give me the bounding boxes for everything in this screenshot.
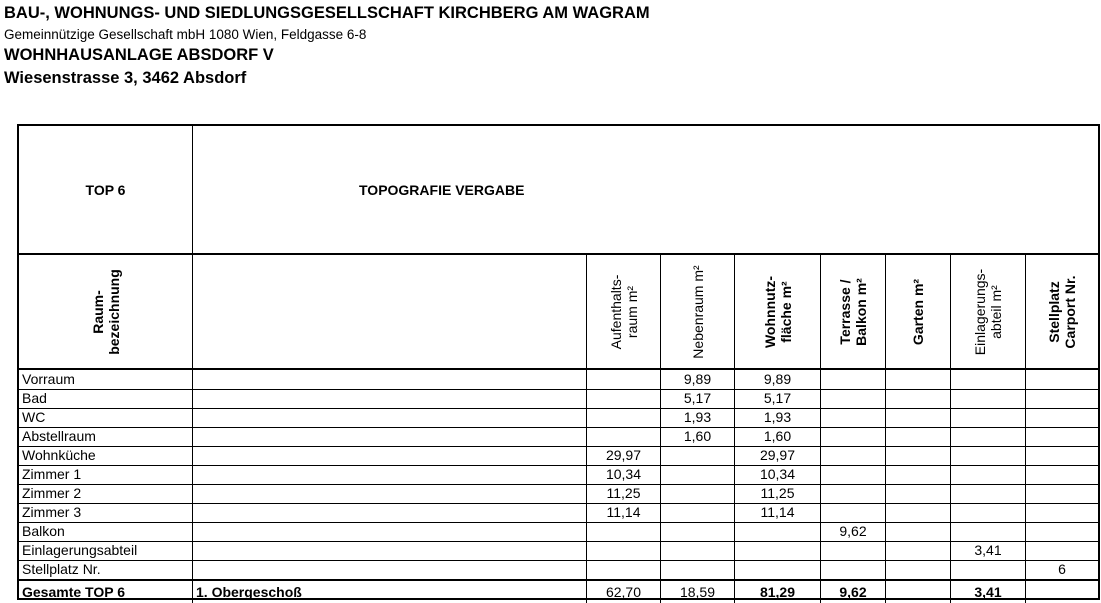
cell-garten bbox=[886, 503, 951, 522]
cell-stellplatz bbox=[1026, 408, 1098, 427]
cell-einlagerung bbox=[951, 370, 1026, 389]
cell-desc bbox=[193, 446, 587, 465]
cell-desc bbox=[193, 465, 587, 484]
cell-nebenraum bbox=[661, 541, 735, 560]
cell-wohnnutz bbox=[735, 560, 821, 579]
header-nebenraum bbox=[661, 255, 735, 368]
cell-desc bbox=[193, 484, 587, 503]
cell-desc bbox=[193, 408, 587, 427]
header-stellplatz bbox=[1026, 255, 1098, 368]
total-nebenraum: 18,59 bbox=[661, 581, 735, 603]
cell-aufenthalt: 10,34 bbox=[587, 465, 661, 484]
cell-wohnnutz: 1,93 bbox=[735, 408, 821, 427]
cell-desc bbox=[193, 541, 587, 560]
cell-garten bbox=[886, 427, 951, 446]
table-row bbox=[19, 389, 1098, 409]
cell-desc bbox=[193, 522, 587, 541]
total-aufenthalt: 62,70 bbox=[587, 581, 661, 603]
cell-name: Stellplatz Nr. bbox=[19, 560, 193, 579]
cell-wohnnutz bbox=[735, 541, 821, 560]
header-terrasse-label: Terrasse / Balkon m² bbox=[837, 277, 869, 346]
cell-stellplatz: 6 bbox=[1058, 561, 1066, 577]
cell-name: Vorraum bbox=[19, 370, 193, 389]
header-einlagerung-label: Einlagerungs- abteil m² bbox=[972, 268, 1004, 355]
cell-name: Bad bbox=[19, 389, 193, 408]
section-title: TOPOGRAFIE VERGABE bbox=[359, 181, 525, 198]
top-label: TOP 6 bbox=[85, 181, 126, 198]
cell-einlagerung bbox=[951, 427, 1026, 446]
cell-aufenthalt bbox=[587, 408, 661, 427]
cell-name: Wohnküche bbox=[19, 446, 193, 465]
total-stellplatz bbox=[1026, 581, 1098, 603]
cell-terrasse bbox=[821, 427, 886, 446]
cell-terrasse bbox=[821, 560, 886, 579]
total-terrasse: 9,62 bbox=[821, 581, 886, 603]
table-row bbox=[19, 427, 1098, 447]
total-description: 1. Obergeschoß bbox=[193, 581, 587, 603]
company-subtitle: Gemeinnützige Gesellschaft mbH 1080 Wien, Feldgasse 6-8 bbox=[4, 27, 367, 42]
header-wohnnutz bbox=[735, 255, 821, 368]
cell-aufenthalt bbox=[587, 541, 661, 560]
cell-wohnnutz: 9,89 bbox=[735, 370, 821, 389]
cell-einlagerung bbox=[951, 389, 1026, 408]
cell-stellplatz bbox=[1026, 541, 1098, 560]
header-einlagerung bbox=[951, 255, 1026, 368]
cell-nebenraum bbox=[661, 503, 735, 522]
cell-name: Balkon bbox=[19, 522, 193, 541]
table-row bbox=[19, 541, 1098, 561]
section-title-cell bbox=[193, 126, 1098, 253]
total-garten bbox=[886, 581, 951, 603]
cell-aufenthalt: 11,25 bbox=[587, 484, 661, 503]
cell-einlagerung bbox=[951, 465, 1026, 484]
cell-wohnnutz bbox=[735, 522, 821, 541]
total-row bbox=[19, 579, 1098, 603]
cell-name: Zimmer 2 bbox=[19, 484, 193, 503]
cell-garten bbox=[886, 560, 951, 579]
cell-desc bbox=[193, 427, 587, 446]
project-address: Wiesenstrasse 3, 3462 Absdorf bbox=[4, 69, 247, 87]
cell-wohnnutz: 1,60 bbox=[735, 427, 821, 446]
cell-aufenthalt: 11,14 bbox=[587, 503, 661, 522]
table-row bbox=[19, 484, 1098, 504]
header-aufenthalt bbox=[587, 255, 661, 368]
column-header-row bbox=[19, 255, 1098, 370]
cell-stellplatz bbox=[1026, 446, 1098, 465]
header-description bbox=[193, 255, 587, 368]
cell-wohnnutz: 11,25 bbox=[735, 484, 821, 503]
cell-nebenraum bbox=[661, 484, 735, 503]
top-label-cell bbox=[19, 126, 193, 253]
header-nebenraum-label: Nebenraum m² bbox=[689, 264, 706, 359]
cell-einlagerung bbox=[951, 408, 1026, 427]
cell-terrasse bbox=[821, 446, 886, 465]
cell-aufenthalt bbox=[587, 370, 661, 389]
cell-nebenraum: 9,89 bbox=[661, 370, 735, 389]
cell-wohnnutz: 10,34 bbox=[735, 465, 821, 484]
cell-garten bbox=[886, 370, 951, 389]
total-name: Gesamte TOP 6 bbox=[19, 581, 193, 603]
header-garten bbox=[886, 255, 951, 368]
cell-nebenraum: 1,60 bbox=[661, 427, 735, 446]
total-wohnnutz: 81,29 bbox=[735, 581, 821, 603]
cell-desc bbox=[193, 503, 587, 522]
cell-einlagerung bbox=[951, 503, 1026, 522]
cell-nebenraum: 5,17 bbox=[661, 389, 735, 408]
cell-einlagerung bbox=[951, 560, 1026, 579]
cell-einlagerung: 3,41 bbox=[951, 541, 1026, 560]
title-row bbox=[19, 126, 1098, 255]
table-row bbox=[19, 408, 1098, 428]
cell-terrasse bbox=[821, 503, 886, 522]
cell-stellplatz bbox=[1026, 522, 1098, 541]
cell-stellplatz bbox=[1026, 465, 1098, 484]
cell-terrasse bbox=[821, 408, 886, 427]
cell-terrasse bbox=[821, 370, 886, 389]
cell-garten bbox=[886, 484, 951, 503]
cell-einlagerung bbox=[951, 446, 1026, 465]
company-name: BAU-, WOHNUNGS- UND SIEDLUNGSGESELLSCHAFT KIRCHBERG AM WAGRAM bbox=[4, 4, 650, 22]
cell-garten bbox=[886, 389, 951, 408]
cell-garten bbox=[886, 446, 951, 465]
cell-wohnnutz: 5,17 bbox=[735, 389, 821, 408]
cell-name: Einlagerungsabteil bbox=[19, 541, 193, 560]
cell-terrasse bbox=[821, 541, 886, 560]
cell-name: Abstellraum bbox=[19, 427, 193, 446]
cell-nebenraum bbox=[661, 465, 735, 484]
cell-aufenthalt bbox=[587, 427, 661, 446]
total-einlagerung: 3,41 bbox=[951, 581, 1026, 603]
cell-terrasse bbox=[821, 484, 886, 503]
header-garten-label: Garten m² bbox=[910, 278, 926, 345]
cell-garten bbox=[886, 541, 951, 560]
header-raum bbox=[19, 255, 193, 368]
cell-einlagerung bbox=[951, 522, 1026, 541]
cell-nebenraum: 1,93 bbox=[661, 408, 735, 427]
cell-stellplatz bbox=[1026, 484, 1098, 503]
cell-desc bbox=[193, 370, 587, 389]
cell-name: Zimmer 1 bbox=[19, 465, 193, 484]
table-row bbox=[19, 370, 1098, 390]
table-row bbox=[19, 522, 1098, 542]
header-wohnnutz-label: Wohnnutz- fläche m² bbox=[761, 275, 794, 348]
cell-name: Zimmer 3 bbox=[19, 503, 193, 522]
table-row bbox=[19, 465, 1098, 485]
table-row bbox=[19, 503, 1098, 523]
table-row bbox=[19, 560, 1098, 580]
cell-nebenraum bbox=[661, 522, 735, 541]
cell-wohnnutz: 11,14 bbox=[735, 503, 821, 522]
header-raum-label: Raum- bezeichnung bbox=[89, 268, 122, 355]
cell-terrasse: 9,62 bbox=[821, 522, 886, 541]
cell-wohnnutz: 29,97 bbox=[735, 446, 821, 465]
cell-aufenthalt bbox=[587, 389, 661, 408]
cell-desc bbox=[193, 389, 587, 408]
project-title: WOHNHAUSANLAGE ABSDORF V bbox=[4, 46, 274, 64]
cell-einlagerung bbox=[951, 484, 1026, 503]
topografie-table bbox=[17, 124, 1100, 600]
cell-desc bbox=[193, 560, 587, 579]
cell-aufenthalt bbox=[587, 560, 661, 579]
cell-aufenthalt: 29,97 bbox=[587, 446, 661, 465]
cell-name: WC bbox=[19, 408, 193, 427]
header-stellplatz-label: Stellplatz Carport Nr. bbox=[1046, 274, 1078, 349]
cell-terrasse bbox=[821, 389, 886, 408]
cell-terrasse bbox=[821, 465, 886, 484]
cell-stellplatz bbox=[1026, 370, 1098, 389]
cell-stellplatz bbox=[1026, 389, 1098, 408]
cell-stellplatz bbox=[1026, 427, 1098, 446]
header-aufenthalt-label: Aufenthalts- raum m² bbox=[607, 274, 640, 349]
cell-aufenthalt bbox=[587, 522, 661, 541]
cell-stellplatz bbox=[1026, 503, 1098, 522]
cell-garten bbox=[886, 522, 951, 541]
cell-garten bbox=[886, 408, 951, 427]
cell-garten bbox=[886, 465, 951, 484]
cell-nebenraum bbox=[661, 446, 735, 465]
header-terrasse bbox=[821, 255, 886, 368]
table-row bbox=[19, 446, 1098, 466]
cell-nebenraum bbox=[661, 560, 735, 579]
